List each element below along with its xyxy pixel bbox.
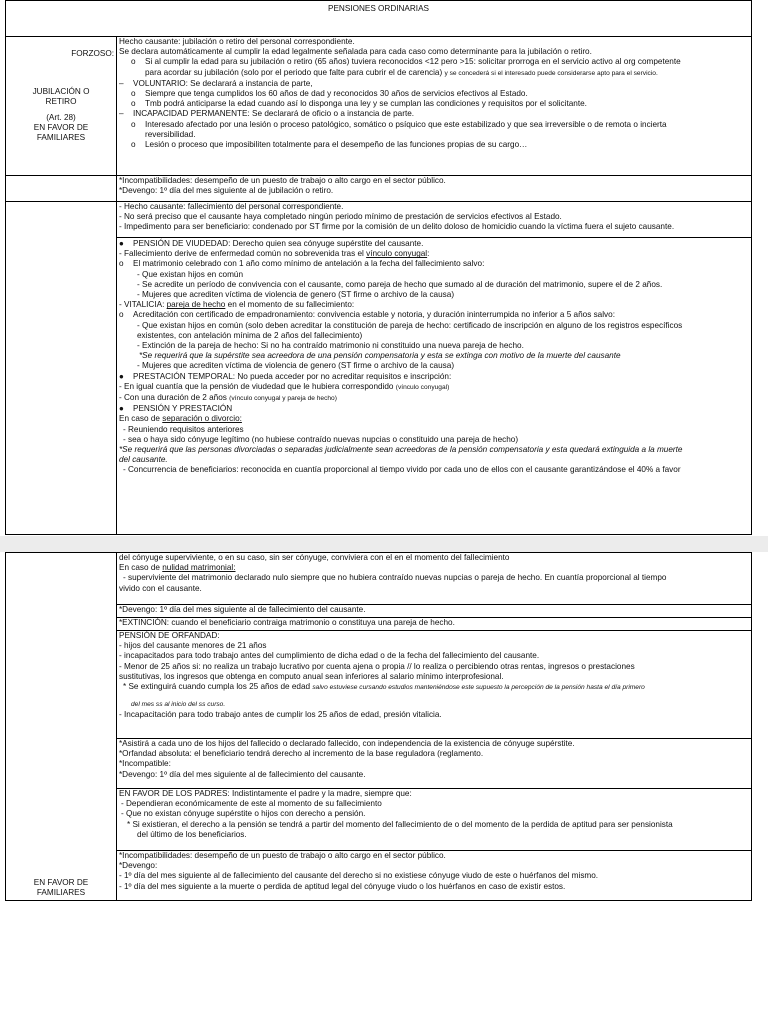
forzoso-label: FORZOSO: <box>71 49 114 58</box>
devengo-line: *Devengo: 1º día del mes siguiente al de fallecimiento del causante. <box>119 605 366 614</box>
cont-line: vivido con el causante. <box>119 583 202 593</box>
extincion-cell <box>117 618 752 631</box>
devengo-cell <box>117 605 752 618</box>
viudedad-line: ● PRESTACIÓN TEMPORAL: No pueda acceder por no acreditar requisitos e inscripción: <box>119 371 452 381</box>
jubilacion-notes-cell <box>117 176 752 202</box>
viudedad-line: - Que existan hijos en común (solo deben acreditar la constitución de pareja de hecho: certificado de inscripción en alguno de los registros específicos <box>137 320 683 330</box>
orfandad-line: - Menor de 25 años si: no realiza un trabajo lucrativo por cuenta ajena o propia // lo realiza o percibiendo otras rentas, ingresos o prestaciones <box>119 661 635 671</box>
page-separator <box>0 536 768 552</box>
final-line: - 1º día del mes siguiente a la muerte o perdida de aptitud legal del cónyuge viudo o los huérfanos en caso de existir estos. <box>119 881 566 891</box>
extincion-line: *EXTINCIÓN: cuando el beneficiario contraiga matrimonio o constituya una pareja de hecho. <box>119 618 455 627</box>
circle-bullet-icon: o <box>131 89 136 99</box>
extincion-label-cell <box>6 618 117 631</box>
final-line: *Incompatibilidades: desempeño de un puesto de trabajo o alto cargo en el sector público. <box>119 851 446 860</box>
cont-line: del cónyuge superviviente, o en su caso, sin ser cónyuge, conviviera con el en el momento del fallecimiento <box>119 553 510 562</box>
dash-bullet-icon: – <box>119 78 124 88</box>
familiares-head-label-cell <box>6 202 117 238</box>
orfandad-line: * Se extinguirá cuando cumpla los 25 años de edad salvo estuviese cursando estudios manteniéndose este supuesto la percepción de la pensión hasta el día primero <box>123 682 645 692</box>
padres-line: - Que no existan cónyuge supérstite o hijos con derecho a pensión. <box>121 809 366 819</box>
familiares-label-cell-2 <box>6 851 117 901</box>
familiares-label-cell <box>6 122 117 535</box>
viudedad-line: En caso de separación o divorcio: <box>119 414 242 424</box>
padres-line: - Dependieran económicamente de este al momento de su fallecimiento <box>121 799 382 809</box>
jubilacion-line: o Tmb podrá anticiparse la edad cuando así lo disponga una ley y se cumplan las condiciones y requisitos por el solicitante. <box>131 99 587 109</box>
padres-line: del último de los beneficiarios. <box>137 829 247 839</box>
note-line: *Orfandad absoluta: el beneficiario tendrá derecho al incremento de la base reguladora (reglamento. <box>119 749 484 759</box>
viudedad-line: - Extinción de la pareja de hecho: Si no ha contraído matrimonio ni constituido una nueva pareja de hecho. <box>137 341 524 351</box>
jubilacion-notes-label-cell <box>6 176 117 202</box>
viudedad-line: existentes, con antelación mínima de 2 años del fallecimiento) <box>137 330 363 340</box>
head-line: - Hecho causante: fallecimiento del personal correspondiente. <box>119 202 344 211</box>
jubilacion-line: Se declara automáticamente al cumplir la edad legalmente señalada para cada caso como determinante para la jubilación o retiro. <box>119 47 592 57</box>
jubilacion-line: o Si al cumplir la edad para su jubilación o retiro (65 años) tuviera reconocidos <12 pero >15: solicitar prorroga en el servicio activo al org competente <box>131 57 681 67</box>
viudedad-line: - Concurrencia de beneficiarios: reconocida en cuantía proporcional al tiempo vivido por cada uno de ellos con el causante garantizándose el 40% a favor <box>123 465 681 475</box>
filled-bullet-icon: ● <box>119 404 124 414</box>
orfandad-line: - hijos del causante menores de 21 años <box>119 641 267 651</box>
viudedad-line: - Que existan hijos en común <box>137 269 244 279</box>
jubilacion-line: reversibilidad. <box>145 129 196 139</box>
padres-label-cell <box>6 789 117 851</box>
circle-bullet-icon: o <box>119 310 124 320</box>
circle-bullet-icon: o <box>131 57 136 67</box>
viudedad-line: - sea o haya sido cónyuge legítimo (no hubiese contraído nuevas nupcias o constituido una pareja de hecho) <box>123 434 519 444</box>
jubilacion-line: o Lesión o proceso que imposibiliten totalmente para el desempeño de las funciones propias de su cargo… <box>131 140 528 150</box>
jubilacion-line: – VOLUNTARIO: Se declarará a instancia de parte, <box>119 78 313 88</box>
note-line: *Asistirá a cada uno de los hijos del fallecido o declarado fallecido, con independencia de la existencia de cónyuge supérstite. <box>119 739 575 748</box>
head-line: - Impedimento para ser beneficiario: condenado por ST firme por la comisión de un delito doloso de homicidio cuando la víctima fuera el sujeto causante. <box>119 222 675 232</box>
circle-bullet-icon: o <box>131 140 136 150</box>
familiares-head-cell <box>117 202 752 238</box>
viudedad-line: o Acreditación con certificado de empadronamiento: convivencia estable y notoria, y duración ininterrumpida no inferior a 5 años salvo: <box>119 310 615 320</box>
orfandad-line: del mes ss al inicio del ss curso. <box>131 701 226 709</box>
head-line: - No será preciso que el causante haya completado ningún periodo mínimo de prestación de servicios efectivos al Estado. <box>119 212 562 222</box>
final-line: *Devengo: <box>119 861 158 871</box>
jubilacion-label-line2: RETIRO <box>45 97 77 107</box>
cont-cell <box>117 553 752 605</box>
jubilacion-line: o Interesado afectado por una lesión o proceso patológico, somático o psíquico que este estabilizado y que sea irreversible o de remota o incierta <box>131 119 667 129</box>
jubilacion-line: Hecho causante: jubilación o retiro del personal correspondiente. <box>119 37 355 46</box>
viudedad-cell <box>117 238 752 535</box>
final-line: - 1º día del mes siguiente al de fallecimiento del causante del derecho si no existiese cónyuge viudo de este o huérfanos del mismo. <box>119 871 599 881</box>
jubilacion-content-cell <box>117 37 752 176</box>
pensiones-table-page-2 <box>5 552 752 901</box>
note-line: *Incompatible: <box>119 759 171 769</box>
dash-bullet-icon: – <box>119 109 124 119</box>
jubilacion-line: o Siempre que tenga cumplidos los 60 años de dad y reconocidos 30 años de servicios efectivos al Estado. <box>131 89 528 99</box>
note-line: *Devengo: 1º día del mes siguiente al de jubilación o retiro. <box>119 186 334 196</box>
jubilacion-label-cell <box>6 37 117 176</box>
orfandad-notes-label-cell <box>6 739 117 789</box>
circle-bullet-icon: o <box>119 259 124 269</box>
jubilacion-line: para acordar su jubilación (solo por el periodo que falte para cubrir el de carencia) y se concederá si el interesado puede considerarse apto para el servicio. <box>145 67 658 77</box>
familiares-label-line1: EN FAVOR DE <box>33 122 89 132</box>
viudedad-line: del causante. <box>119 455 168 465</box>
viudedad-line: - Se acredite un período de convivencia con el causante, como pareja de hecho que sumado al de duración del matrimonio, supere el de 2 años. <box>137 279 663 289</box>
viudedad-title: ● PENSIÓN DE VIUDEDAD: Derecho quien sea cónyuge supérstite del causante. <box>119 239 424 248</box>
orfandad-line: - Incapacitación para todo trabajo antes de cumplir los 25 años de edad, presión vitalicia. <box>119 710 442 720</box>
jubilacion-label-line1: JUBILACIÓN O <box>32 87 90 96</box>
familiares-label-line2: FAMILIARES <box>36 887 86 897</box>
table-title-text: PENSIONES ORDINARIAS <box>328 4 430 13</box>
document-page-2 <box>0 552 768 912</box>
devengo-label-cell <box>6 605 117 618</box>
viudedad-line: - Fallecimiento derive de enfermedad común no sobrevenida tras el vínculo conyugal: <box>119 249 430 259</box>
orfandad-line: sustitutivas, los ingresos que obtenga en computo anual sean inferiores al salario mínimo interprofesional. <box>119 671 504 681</box>
viudedad-line: - En igual cuantía que la pensión de viudedad que le hubiera correspondido (vínculo conyugal) <box>119 381 450 391</box>
viudedad-line: - Mujeres que acrediten víctima de violencia de genero (ST firme o archivo de la causa) <box>137 361 455 371</box>
viudedad-line: *Se requerirá que la supérstite sea acreedora de una pensión compensatoria y esta se extinga con motivo de la muerte del causante <box>139 351 621 361</box>
final-cell <box>117 851 752 901</box>
orfandad-title: PENSIÓN DE ORFANDAD: <box>119 631 220 640</box>
viudedad-line: o El matrimonio celebrado con 1 año como mínimo de antelación a la fecha del fallecimiento salvo: <box>119 259 485 269</box>
viudedad-line: - Reuniendo requisitos anteriores <box>123 424 244 434</box>
padres-cell <box>117 789 752 851</box>
viudedad-line: - VITALICIA: pareja de hecho en el momento de su fallecimiento: <box>119 300 355 310</box>
filled-bullet-icon: ● <box>119 239 124 248</box>
cont-line: En caso de nulidad matrimonial: <box>119 563 236 573</box>
viudedad-line: - Mujeres que acrediten víctima de violencia de genero (ST firme o archivo de la causa) <box>137 290 455 300</box>
familiares-label-line1: EN FAVOR DE <box>33 877 89 887</box>
note-line: *Incompatibilidades: desempeño de un puesto de trabajo o alto cargo en el sector público. <box>119 176 446 185</box>
cont-label-cell <box>6 553 117 605</box>
orfandad-notes-cell <box>117 739 752 789</box>
viudedad-line: - Con una duración de 2 años (vínculo conyugal y pareja de hecho) <box>119 393 337 403</box>
filled-bullet-icon: ● <box>119 371 124 381</box>
pensiones-table-page-1 <box>5 0 752 535</box>
viudedad-line: *Se requerirá que las personas divorciadas o separadas judicialmente sean acreedoras de la pensión compensatoria y esta quedará extinguida a la muerte <box>119 445 683 455</box>
jubilacion-line: – INCAPACIDAD PERMANENTE: Se declarará de oficio o a instancia de parte. <box>119 109 415 119</box>
jubilacion-label-article: (Art. 28) <box>46 113 76 123</box>
cont-line: - superviviente del matrimonio declarado nulo siempre que no hubiera contraído nuevas nupcias o pareja de hecho. En cuantía proporcional al tiempo <box>123 573 667 583</box>
circle-bullet-icon: o <box>131 119 136 129</box>
viudedad-line: ● PENSIÓN Y PRESTACIÓN <box>119 404 233 414</box>
orfandad-cell <box>117 631 752 739</box>
table-title <box>6 1 752 37</box>
orfandad-label-cell <box>6 631 117 739</box>
padres-line: * Si existieran, el derecho a la pensión se tendrá a partir del momento del fallecimiento de o del momento de la perdida de aptitud para ser pensionista <box>127 819 673 829</box>
padres-title: EN FAVOR DE LOS PADRES: Indistintamente el padre y la madre, siempre que: <box>119 789 412 798</box>
orfandad-line: - incapacitados para todo trabajo antes del cumplimiento de dicha edad o de la fecha del fallecimiento del causante. <box>119 651 540 661</box>
familiares-label-line2: FAMILIARES <box>36 132 86 142</box>
note-line: *Devengo: 1º día del mes siguiente al de fallecimiento del causante. <box>119 769 366 779</box>
circle-bullet-icon: o <box>131 99 136 109</box>
